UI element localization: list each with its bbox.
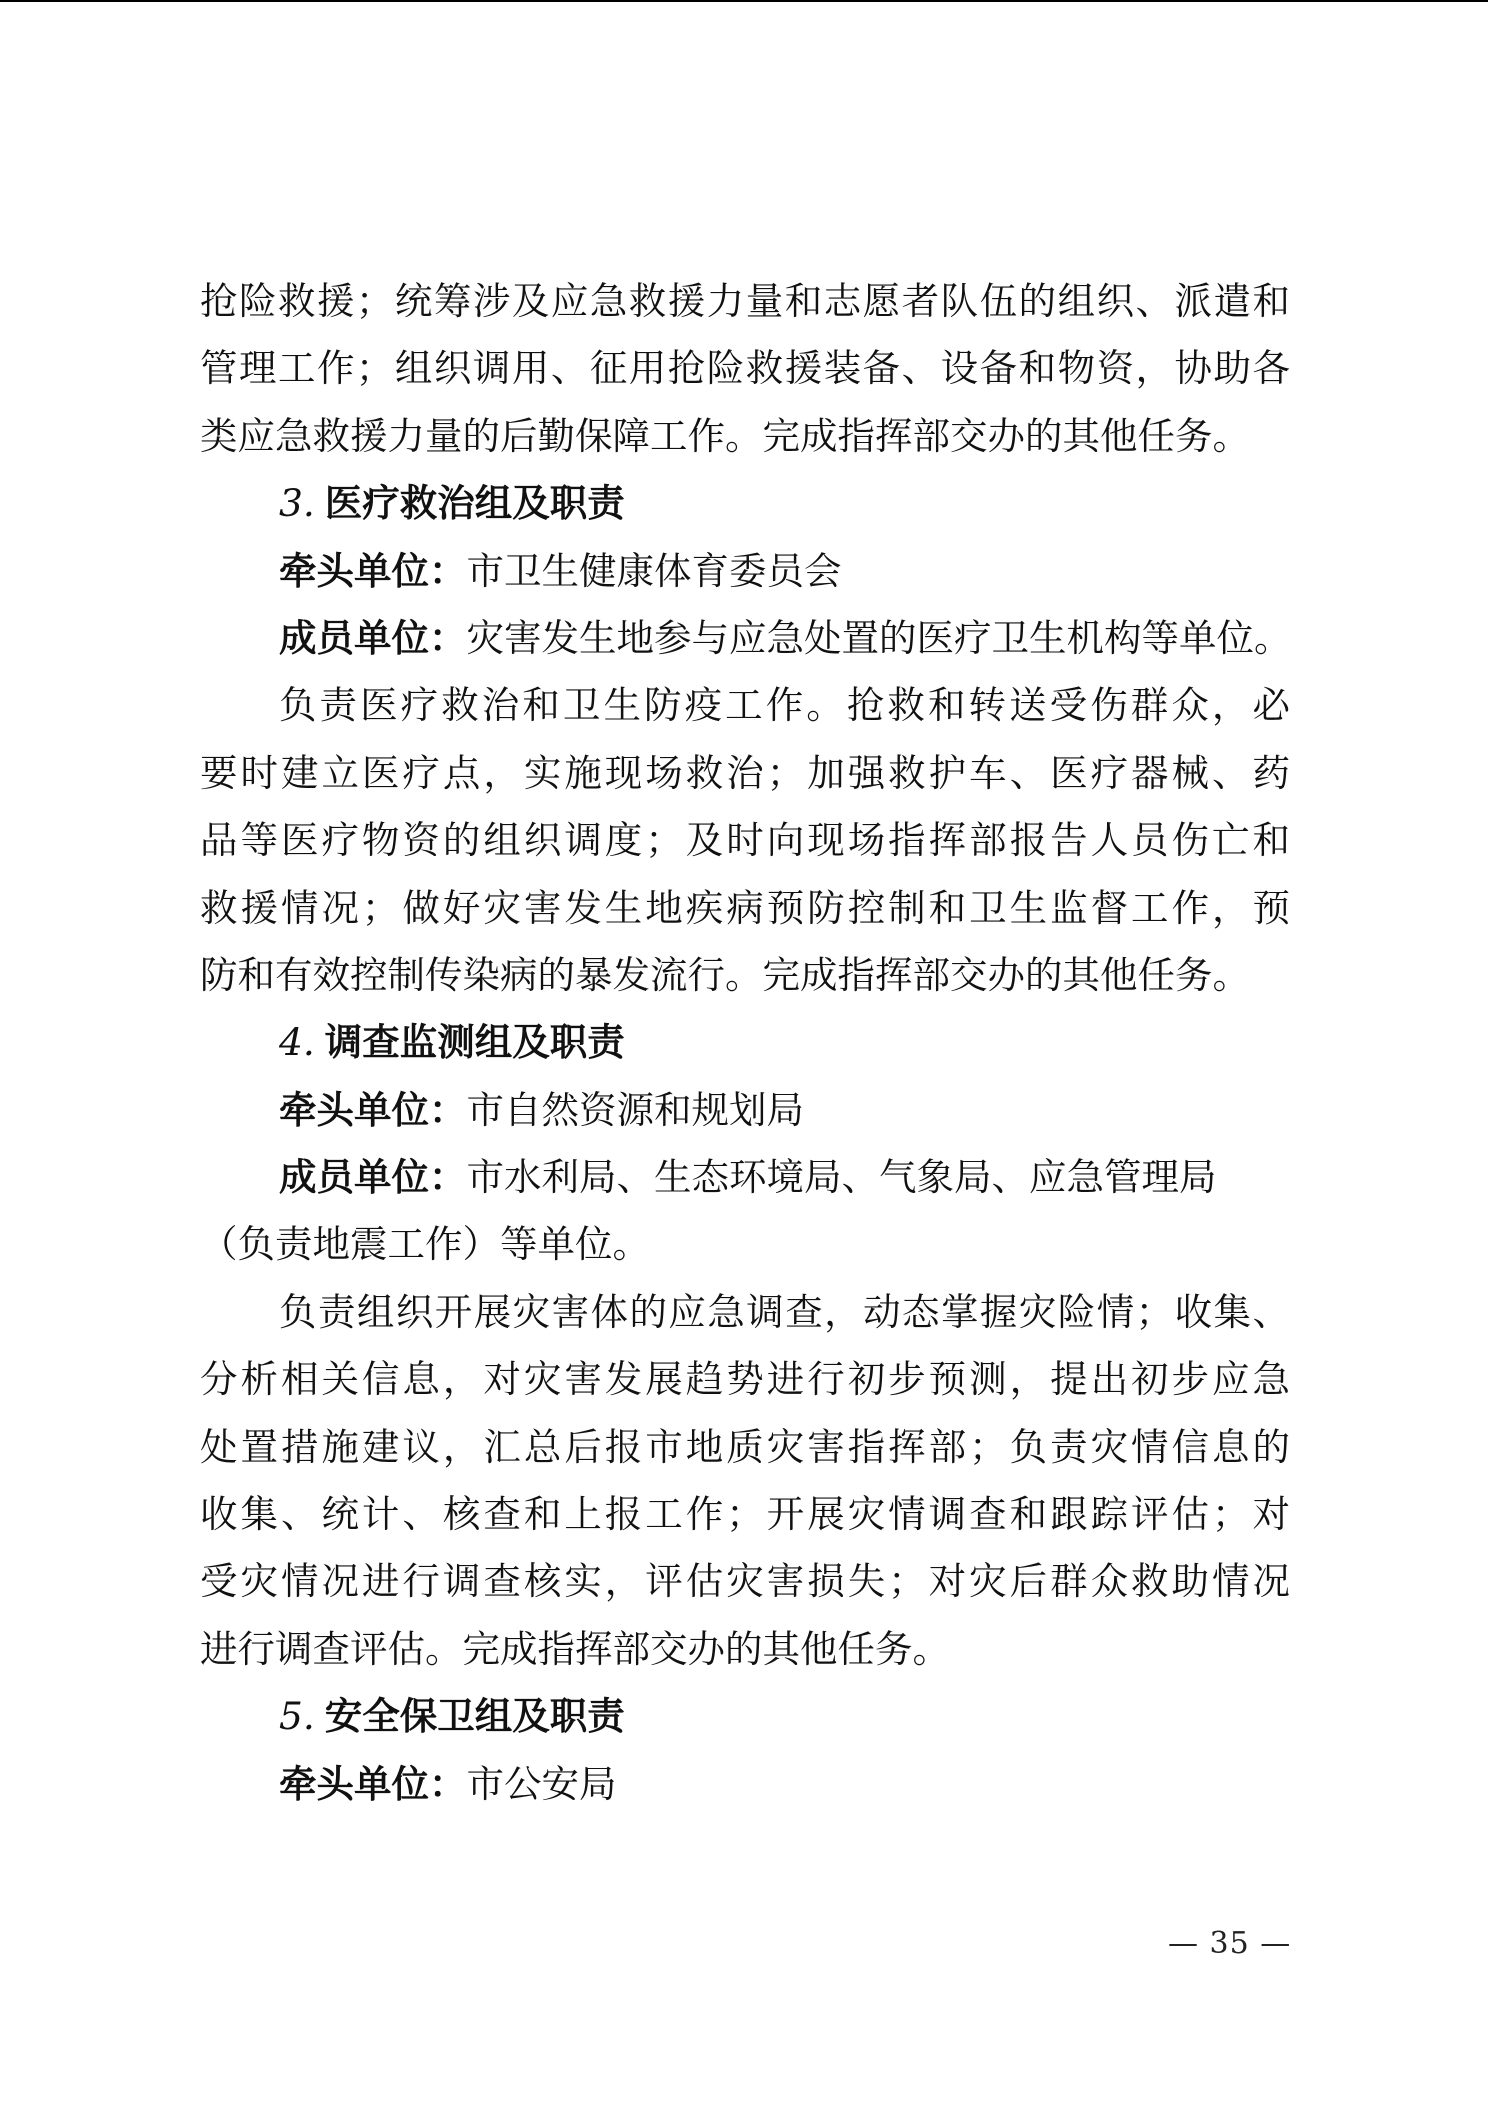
member-unit-value: 市水利局、生态环境局、气象局、应急管理局 <box>466 1155 1217 1200</box>
section-4-title: 调查监测组及职责 <box>324 1020 625 1065</box>
section-4-duty-line: 进行调查评估。完成指挥部交办的其他任务。 <box>200 1626 950 1671</box>
lead-unit-label: 牵头单位： <box>279 548 467 593</box>
section-5-title: 安全保卫组及职责 <box>324 1694 625 1739</box>
lead-unit-value: 市公安局 <box>466 1761 617 1806</box>
section-4-duty-line: 收集、统计、核查和上报工作；开展灾情调查和跟踪评估；对 <box>200 1492 1290 1537</box>
section-3-duty-line: 救援情况；做好灾害发生地疾病预防控制和卫生监督工作，预 <box>200 885 1290 930</box>
member-unit-value: 灾害发生地参与应急处置的医疗卫生机构等单位。 <box>466 615 1292 660</box>
lead-unit-label: 牵头单位： <box>279 1087 467 1132</box>
member-unit-label: 成员单位： <box>279 1155 467 1200</box>
document-body <box>200 268 1290 1818</box>
section-4-member-unit-continued: （负责地震工作）等单位。 <box>200 1222 650 1267</box>
lead-unit-label: 牵头单位： <box>279 1761 467 1806</box>
lead-unit-value: 市自然资源和规划局 <box>466 1087 804 1132</box>
lead-unit-value: 市卫生健康体育委员会 <box>466 548 842 593</box>
section-4-number: 4. <box>279 1020 315 1065</box>
section-4-heading <box>200 1009 1290 1076</box>
section-3-heading <box>200 470 1290 537</box>
section-3-member-unit <box>200 605 1290 672</box>
section-3-number: 3. <box>279 481 315 526</box>
section-4-duty-line: 处置措施建议，汇总后报市地质灾害指挥部；负责灾情信息的 <box>200 1424 1290 1469</box>
section-5-heading <box>200 1683 1290 1750</box>
section-3-lead-unit <box>200 538 1290 605</box>
section-3-title: 医疗救治组及职责 <box>324 481 625 526</box>
section-3-duty-line: 负责医疗救治和卫生防疫工作。抢救和转送受伤群众，必 <box>279 683 1290 728</box>
section-5-lead-unit <box>200 1751 1290 1818</box>
section-3-duty-line: 品等医疗物资的组织调度；及时向现场指挥部报告人员伤亡和 <box>200 818 1290 863</box>
section-4-duty-line: 分析相关信息，对灾害发展趋势进行初步预测，提出初步应急 <box>200 1357 1290 1402</box>
section-5-number: 5. <box>279 1694 315 1739</box>
section-3-duty-line: 要时建立医疗点，实施现场救治；加强救护车、医疗器械、药 <box>200 750 1290 795</box>
member-unit-label: 成员单位： <box>279 615 467 660</box>
page-number: — 35 — <box>1168 1926 1292 1961</box>
paragraph-line: 管理工作；组织调用、征用抢险救援装备、设备和物资，协助各 <box>200 346 1290 391</box>
section-3-duty-line: 防和有效控制传染病的暴发流行。完成指挥部交办的其他任务。 <box>200 952 1250 997</box>
section-4-duty-line: 负责组织开展灾害体的应急调查，动态掌握灾险情；收集、 <box>279 1289 1290 1334</box>
section-4-duty-line: 受灾情况进行调查核实，评估灾害损失；对灾后群众救助情况 <box>200 1559 1290 1604</box>
section-4-lead-unit <box>200 1077 1290 1144</box>
paragraph-line: 类应急救援力量的后勤保障工作。完成指挥部交办的其他任务。 <box>200 413 1250 458</box>
paragraph-line: 抢险救援；统筹涉及应急救援力量和志愿者队伍的组织、派遣和 <box>200 279 1290 323</box>
page-top-border <box>0 0 1488 2</box>
section-4-member-unit <box>200 1144 1290 1211</box>
